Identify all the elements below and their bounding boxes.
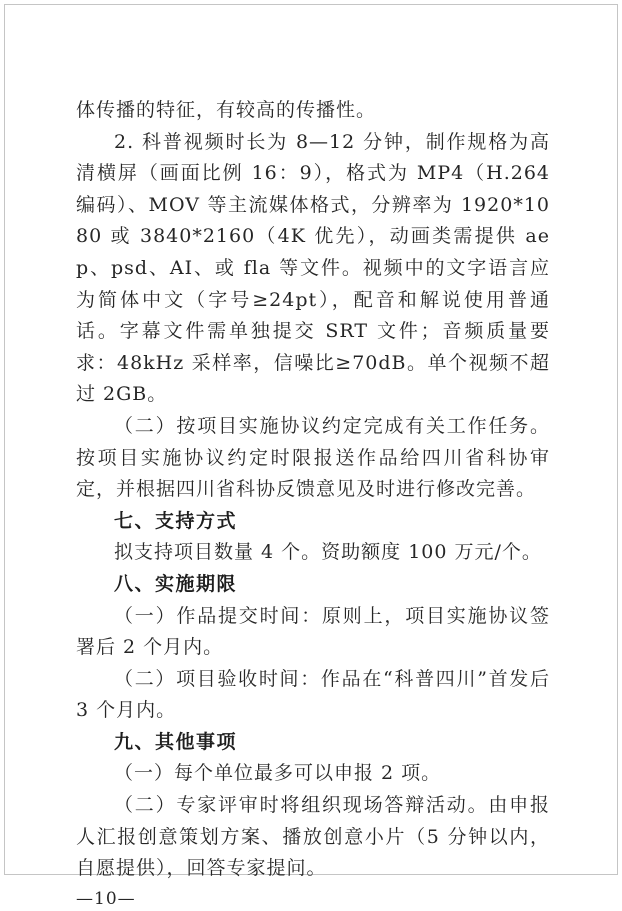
paragraph: 拟支持项目数量 4 个。资助额度 100 万元/个。: [114, 541, 542, 564]
paragraph: （二）专家评审时将组织现场答辩活动。由申报人汇报创意策划方案、播放创意小片（5 分钟以内，自愿提供），回答专家提问。: [76, 794, 550, 880]
section-heading: 九、其他事项: [114, 730, 238, 753]
paragraph: （一）作品提交时间：原则上，项目实施协议签署后 2 个月内。: [76, 604, 550, 659]
document-body: [76, 95, 550, 911]
paragraph: （一）每个单位最多可以申报 2 项。: [114, 762, 442, 785]
section-heading: 八、实施期限: [114, 572, 238, 595]
section-heading: 七、支持方式: [114, 509, 238, 532]
paragraph: 2. 科普视频时长为 8—12 分钟，制作规格为高清横屏（画面比例 16：9），格式为 MP4（H.264 编码）、MOV 等主流媒体格式，分辨率为 1920*1080 或 3840*2160（4K 优先），动画类需提供 aep、psd、AI、或 fla 等文件。视频中的文字语言应为简体中文（字号≥24pt），配音和解说使用普通话。字幕文件需单独提交 SRT 文件；音频质量要求：48kHz 采样率，信噪比≥70dB。单个视频不超过 2GB。: [76, 130, 550, 406]
page-number: —10—: [76, 888, 136, 909]
paragraph: （二）按项目实施协议约定完成有关工作任务。按项目实施协议约定时限报送作品给四川省科协审定，并根据四川省科协反馈意见及时进行修改完善。: [76, 414, 550, 501]
paragraph: （二）项目验收时间：作品在“科普四川”首发后 3 个月内。: [76, 667, 550, 722]
text-blocks: [76, 95, 550, 885]
paragraph: 体传播的特征，有较高的传播性。: [76, 99, 377, 121]
